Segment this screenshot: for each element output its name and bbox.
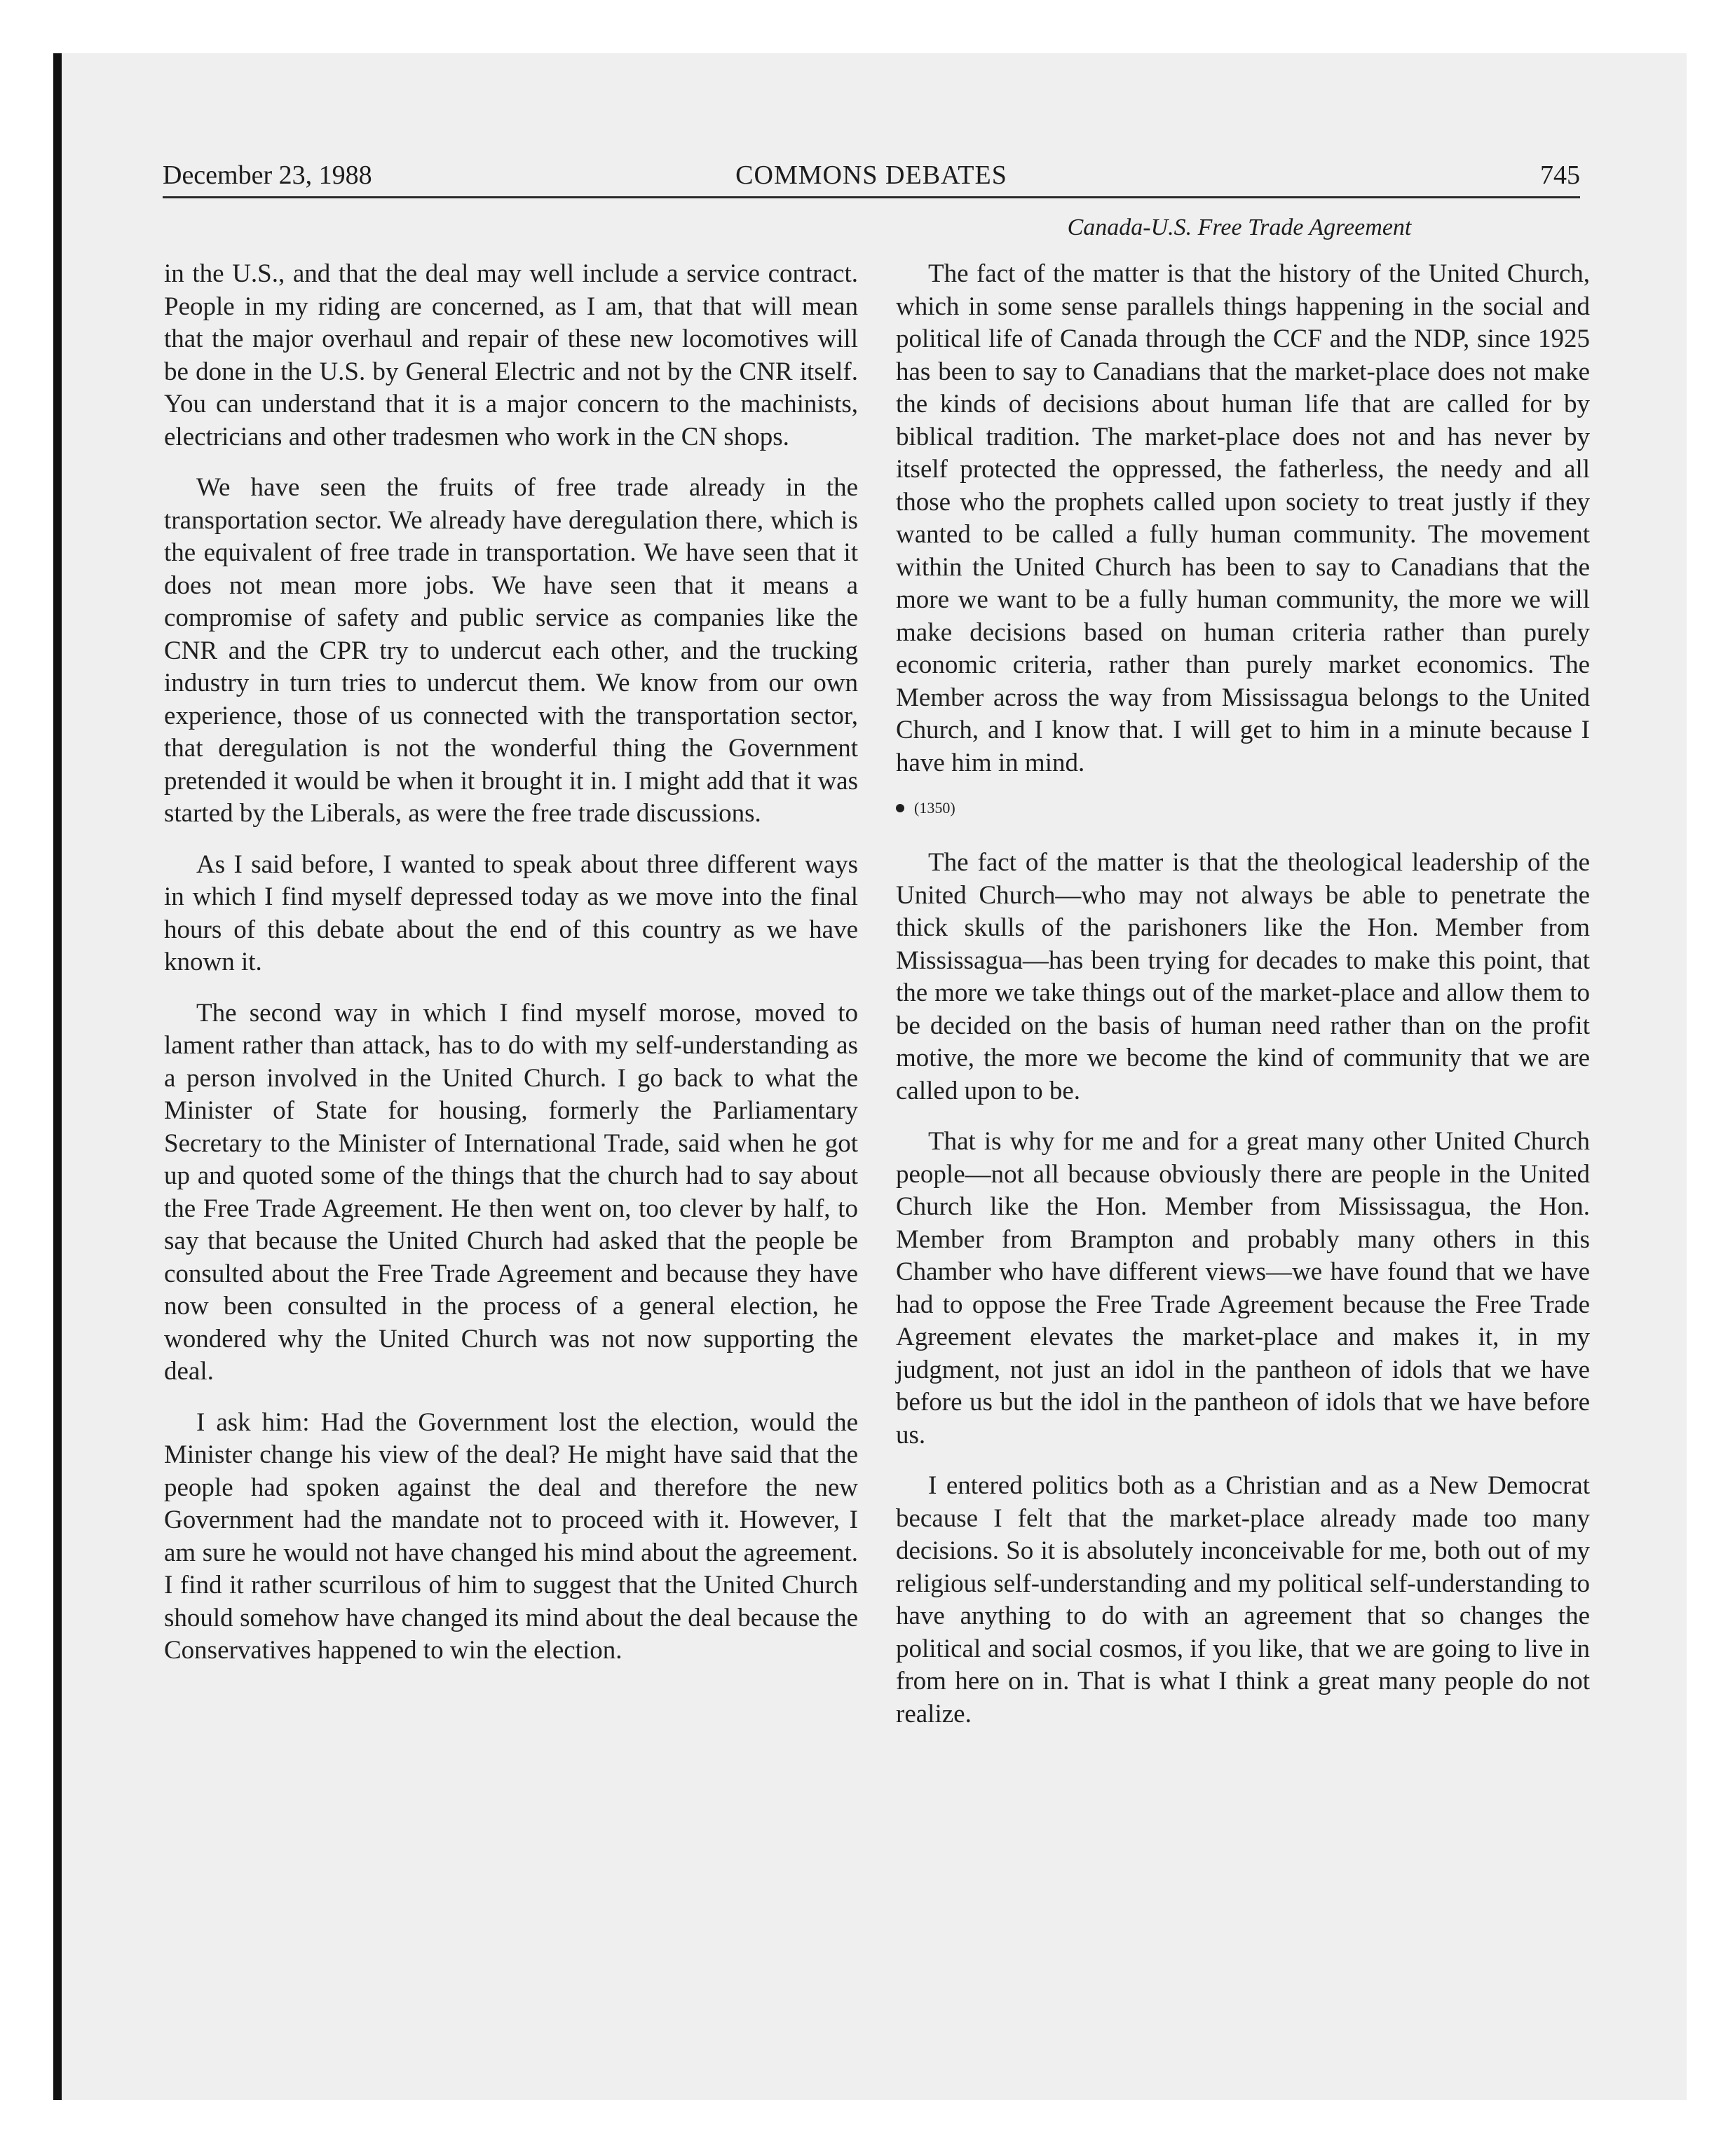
paragraph: in the U.S., and that the deal may well include a service contract. People in my riding are concerned, as I am, that that will mean that the major overhaul and repair of these new locomotives will be done in the U.S. by General Electric and not by the CNR itself. You can understand that it is a major concern to the machinists, electricians and other tradesmen who work in the CN shops. bbox=[164, 259, 858, 451]
paragraph: I ask him: Had the Government lost the election, would the Minister change his view of the deal? He might have said that the people had spoken against the deal and therefore the new Government had the mandate not to proceed with it. However, I am sure he would not have changed his mind about the agreement. I find it rather scurrilous of him to suggest that the United Church should somehow have changed its mind about the deal because the Conservatives happened to win the election. bbox=[164, 1407, 858, 1665]
paragraph: The fact of the matter is that the history of the United Church, which in some sense parallels things happening in the social and political life of Canada through the CCF and the NDP, since 1925 has been to say to Canadians that the market-place does not make the kinds of decisions about human life that are called for by biblical tradition. The market-place does not and has never by itself protected the oppressed, the fatherless, the needy and all those who the prophets called upon society to treat justly if they wanted to be called a fully human community. The movement within the United Church has been to say to Canadians that the more we want to be a fully human community, the more we will make decisions based on human criteria rather than purely economic criteria, rather than purely market economics. The Member across the way from Mississagua belongs to the United Church, and I know that. I will get to him in a minute because I have him in mind. bbox=[896, 259, 1590, 777]
binding-edge bbox=[53, 53, 62, 2100]
paragraph: That is why for me and for a great many other United Church people—not all because obviously there are people in the United Church like the Hon. Member from Mississagua, the Hon. Member from Brampton and probably many others in this Chamber who have different views—we have found that we have had to oppose the Free Trade Agreement because the Free Trade Agreement elevates the market-place and makes it, in my judgment, not just an idol in the pantheon of idols that we have before us but the idol in the pantheon of idols that we have before us. bbox=[896, 1127, 1590, 1449]
page-header bbox=[163, 160, 1580, 198]
paragraph: I entered politics both as a Christian and as a New Democrat because I felt that the market-place already made too many decisions. So it is absolutely inconceivable for me, both out of my religious self-understanding and my political self-understanding to have anything to do with an agreement that so changes the political and social cosmos, if you like, that we are going to live in from here on in. That is what I think a great many people do not realize. bbox=[896, 1471, 1590, 1728]
paragraph: The fact of the matter is that the theological leadership of the United Church—who may not always be able to penetrate the thick skulls of the parishoners like the Hon. Member from Mississagua—has been trying for decades to make this point, that the more we take things out of the market-place and allow them to be decided on the basis of human need rather than on the profit motive, the more we become the kind of community that we are called upon to be. bbox=[896, 848, 1590, 1105]
right-column bbox=[896, 258, 1590, 1749]
bullet-icon bbox=[896, 804, 904, 812]
header-date: December 23, 1988 bbox=[163, 161, 372, 190]
paragraph: The second way in which I find myself morose, moved to lament rather than attack, has to do with my self-understanding as a person involved in the United Church. I go back to what the Minister of State for housing, formerly the Parliamentary Secretary to the Minister of International Trade, said when he got up and quoted some of the things that the church had to say about the Free Trade Agreement. He then went on, too clever by half, to say that because the United Church had asked that the people be consulted about the Free Trade Agreement and because they have now been consulted in the process of a general election, he wondered why the United Church was not now supporting the deal. bbox=[164, 998, 858, 1386]
header-page-number: 745 bbox=[1540, 161, 1580, 190]
header-journal-title: COMMONS DEBATES bbox=[735, 161, 1007, 190]
running-title: Canada-U.S. Free Trade Agreement bbox=[1067, 214, 1412, 240]
left-column bbox=[164, 258, 858, 1686]
time-marker-label: (1350) bbox=[914, 799, 955, 817]
time-marker bbox=[896, 798, 1590, 819]
paragraph: We have seen the fruits of free trade already in the transportation sector. We already have deregulation there, which is the equivalent of free trade in transportation. We have seen that it does not mean more jobs. We have seen that it means a compromise of safety and public service as companies like the CNR and the CPR try to undercut each other, and the trucking industry in turn tries to undercut them. We know from our own experience, those of us connected with the transportation sector, that deregulation is not the wonderful thing the Government pretended it would be when it brought it in. I might add that it was started by the Liberals, as were the free trade discussions. bbox=[164, 473, 858, 828]
paragraph: As I said before, I wanted to speak about three different ways in which I find myself depressed today as we move into the final hours of this debate about the end of this country as we have known it. bbox=[164, 850, 858, 976]
